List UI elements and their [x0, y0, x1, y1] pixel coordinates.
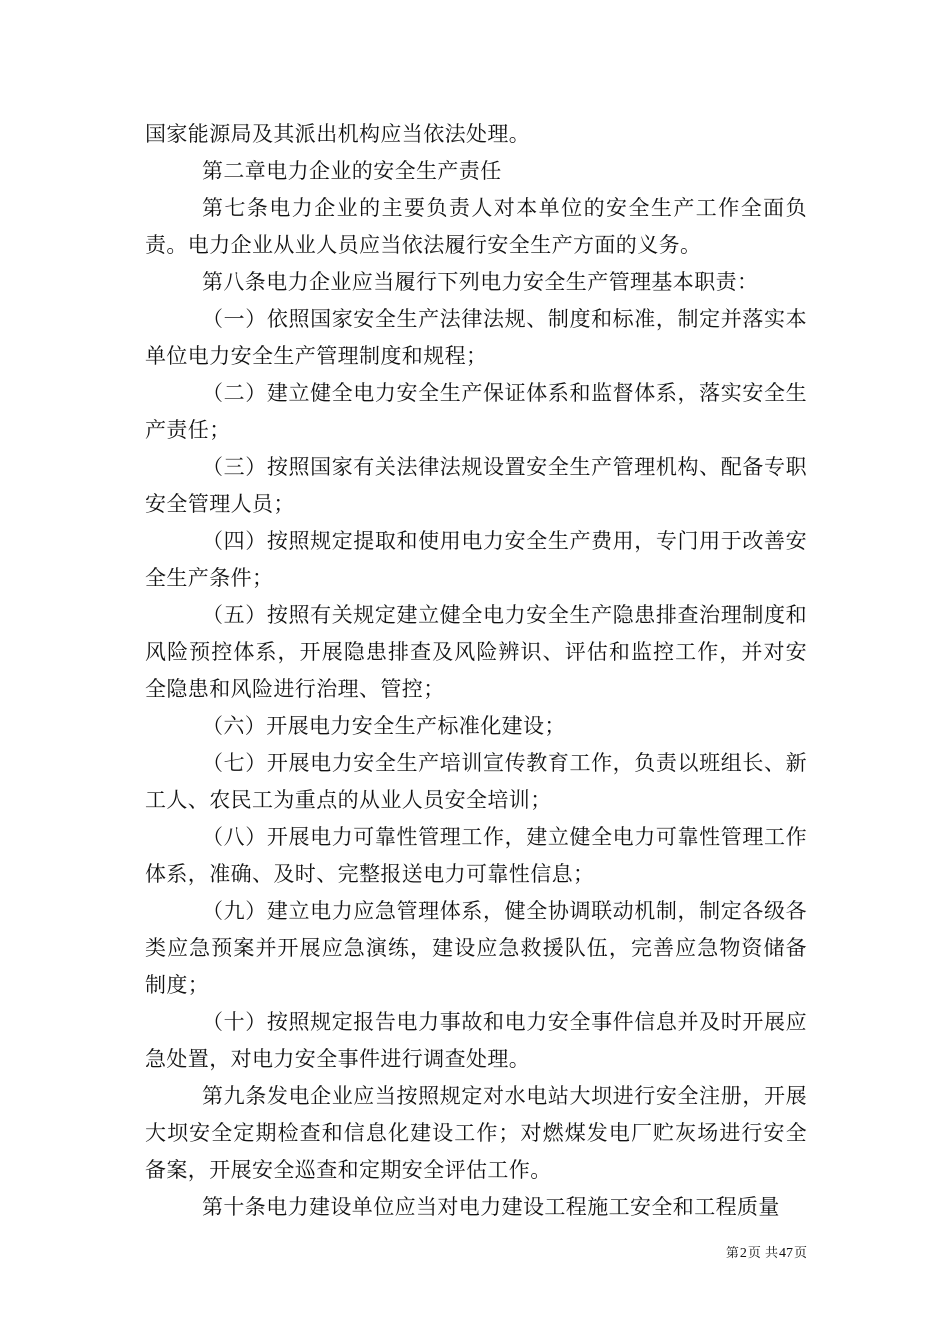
article-8-item-8: （八）开展电力可靠性管理工作，建立健全电力可靠性管理工作体系，准确、及时、完整报送电力可靠性信息； — [145, 825, 807, 886]
article-8-item-6: （六）开展电力安全生产标准化建设； — [202, 714, 566, 738]
article-9: 第九条发电企业应当按照规定对水电站大坝进行安全注册，开展大坝安全定期检查和信息化建设工作；对燃煤发电厂贮灰场进行安全备案，开展安全巡查和定期安全评估工作。 — [145, 1084, 807, 1182]
article-8: 第八条电力企业应当履行下列电力安全生产管理基本职责： — [202, 270, 759, 294]
article-8-item-2: （二）建立健全电力安全生产保证体系和监督体系，落实安全生产责任； — [145, 381, 807, 442]
article-8-item-5: （五）按照有关规定建立健全电力安全生产隐患排查治理制度和风险预控体系，开展隐患排查及风险辨识、评估和监控工作，并对安全隐患和风险进行治理、管控； — [145, 603, 807, 701]
article-8-item-4: （四）按照规定提取和使用电力安全生产费用，专门用于改善安全生产条件； — [145, 529, 807, 590]
paragraph-0: 国家能源局及其派出机构应当依法处理。 — [145, 122, 531, 146]
article-8-item-1: （一）依照国家安全生产法律法规、制度和标准，制定并落实本单位电力安全生产管理制度和规程； — [145, 307, 807, 368]
footer-suffix: 页 — [793, 1246, 807, 1261]
page-footer — [145, 1245, 807, 1263]
document-body — [145, 116, 807, 1226]
footer-prefix: 第 — [725, 1246, 739, 1261]
footer-total-pages: 47 — [778, 1246, 793, 1261]
article-8-item-3: （三）按照国家有关法律法规设置安全生产管理机构、配备专职安全管理人员； — [145, 455, 807, 516]
chapter-heading: 第二章电力企业的安全生产责任 — [202, 159, 502, 183]
article-8-item-7: （七）开展电力安全生产培训宣传教育工作，负责以班组长、新工人、农民工为重点的从业人员安全培训； — [145, 751, 807, 812]
footer-current-page: 2 — [739, 1246, 747, 1261]
footer-middle: 页 共 — [747, 1246, 778, 1261]
article-8-item-9: （九）建立电力应急管理体系，健全协调联动机制，制定各级各类应急预案并开展应急演练，建设应急救援队伍，完善应急物资储备制度； — [145, 899, 807, 997]
article-10: 第十条电力建设单位应当对电力建设工程施工安全和工程质量 — [202, 1195, 780, 1219]
article-7: 第七条电力企业的主要负责人对本单位的安全生产工作全面负责。电力企业从业人员应当依法履行安全生产方面的义务。 — [145, 196, 807, 257]
article-8-item-10: （十）按照规定报告电力事故和电力安全事件信息并及时开展应急处置，对电力安全事件进行调查处理。 — [145, 1010, 807, 1071]
